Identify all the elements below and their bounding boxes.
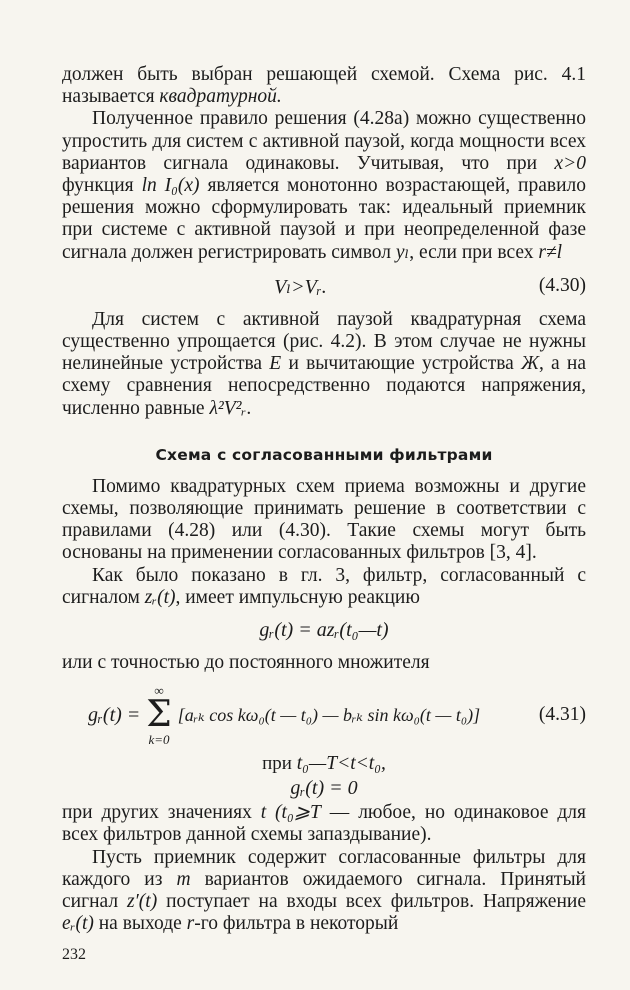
equation-4-30-number: (4.30)	[538, 275, 586, 297]
equation-4-31-lhs: gᵣ(t) =	[88, 703, 141, 726]
equation-4-30-body: Vₗ>Vᵣ.	[274, 275, 327, 298]
page-number: 232	[62, 946, 86, 963]
sigma-symbol: Σ	[146, 694, 172, 736]
paragraph-5: Как было показано в гл. 3, фильтр, согласованный с сигналом zᵣ(t), имеет импульсную реакцию	[62, 564, 586, 608]
paragraph-3: Для систем с активной паузой квадратурная схема существенно упрощается (рис. 4.2). В этом случае не нужны нелинейные устройства E и вычитающие устройства Ж, а на схему сравнения непосредственно подаются напряжения, численно равные λ²V²ᵣ.	[62, 308, 586, 419]
paragraph-7: при других значениях t (t₀⩾T — любое, но одинаковое для всех фильтров данной схемы запаздывание).	[62, 802, 586, 846]
condition-range: при t₀—T<t<t₀,	[262, 753, 386, 775]
paragraph-4: Помимо квадратурных схем приема возможны и другие схемы, позволяющие принимать решение в соответствии с правилами (4.28) или (4.30). Такие схемы могут быть основаны на применении согласованных фильтров [3, 4].	[62, 475, 586, 564]
equation-conditions	[62, 752, 586, 800]
equation-4-31-number: (4.31)	[538, 704, 586, 726]
paragraph-1: должен быть выбран решающей схемой. Схема рис. 4.1 называется квадратурной.	[62, 64, 586, 108]
equation-impulse-response: gᵣ(t) = azᵣ(t₀—t)	[259, 619, 389, 642]
paragraph-8: Пусть приемник содержит согласованные фильтры для каждого из m вариантов ожидаемого сигнала. Принятый сигнал z′(t) поступает на входы всех фильтров. Напряжение eᵣ(t) на выходе r-го фильтра в некоторый	[62, 846, 586, 935]
equation-4-31-rhs: [aᵣₖ cos kω₀(t — t₀) — bᵣₖ sin kω₀(t — t₀)]	[177, 704, 481, 725]
sum-lower-limit: k=0	[148, 732, 170, 748]
paragraph-6: или с точностью до постоянного множителя	[62, 652, 430, 674]
equation-4-31	[62, 684, 586, 746]
sum-upper-limit: ∞	[154, 683, 164, 699]
summation-sign	[146, 684, 171, 746]
paragraph-2: Полученное правило решения (4.28а) можно существенно упростить для систем с активной паузой, когда мощности всех вариантов сигнала одинаковы. Учитывая, что при x>0 функция ln I₀(x) является монотонно возрастающей, правило решения можно сформулировать так: идеальный приемник при системе с активной паузой и при неопределенной фазе сигнала должен регистрировать символ yₗ, если при всех r≠l	[62, 108, 587, 263]
condition-zero: gᵣ(t) = 0	[290, 777, 358, 800]
equation-4-30	[62, 274, 586, 299]
section-heading: Схема с согласованными фильтрами	[155, 445, 493, 464]
page-body	[62, 64, 586, 935]
